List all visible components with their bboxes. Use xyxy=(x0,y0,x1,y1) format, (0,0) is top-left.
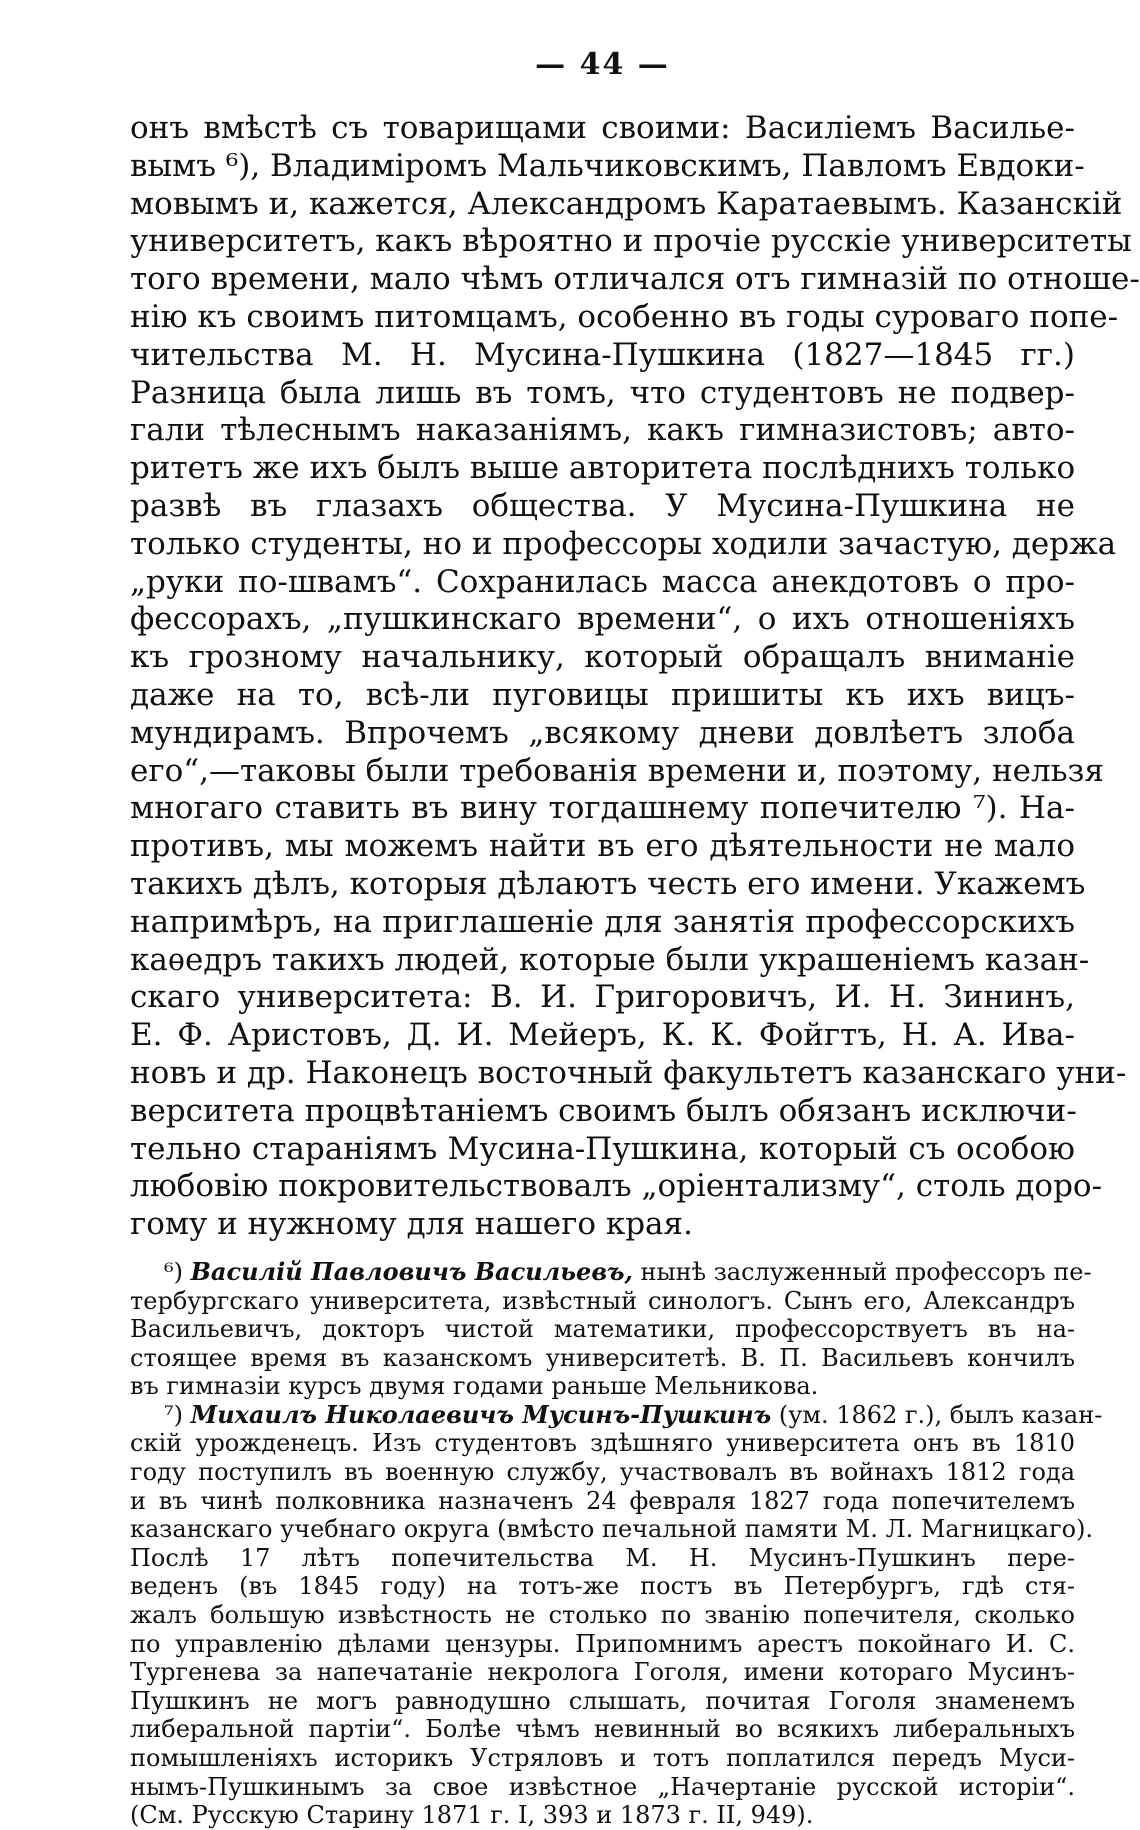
footnote-line xyxy=(130,1399,1103,1430)
text-line: мундирамъ. Впрочемъ „всякому дневи довлѣетъ злоба xyxy=(130,714,1075,751)
text-line: скаго университета: В. И. Григоровичъ, И. Н. Зининъ, xyxy=(130,979,1075,1016)
footnote-line: и въ чинѣ полковника назначенъ 24 февраля 1827 года попечителемъ xyxy=(130,1486,1075,1515)
text-line: каѳедръ такихъ людей, которые были украшеніемъ казан- xyxy=(130,941,1090,978)
main-text xyxy=(130,110,1140,1244)
text-line: верситета процвѣтаніемъ своимъ былъ обязанъ исключи- xyxy=(130,1092,1077,1129)
footnote-line: помышленіяхъ историкъ Устряловъ и тотъ поплатился передъ Муси- xyxy=(130,1744,1075,1772)
footnote-line: Тургенева за напечатаніе некролога Гоголя, имени котораго Мусинъ- xyxy=(130,1658,1075,1687)
text-line: Разница была лишь въ томъ, что студентовъ не подвер- xyxy=(130,374,1075,411)
text-line: вымъ ⁶), Владиміромъ Мальчиковскимъ, Павломъ Евдоки- xyxy=(130,147,1085,184)
text-line: развѣ въ глазахъ общества. У Мусина-Пушкина не xyxy=(130,487,1075,524)
footnote-line: веденъ (въ 1845 году) на тотъ-же постъ въ Петербургъ, гдѣ стя- xyxy=(130,1572,1075,1601)
text-line: онъ вмѣстѣ съ товарищами своими: Василіемъ Василье- xyxy=(130,110,1075,146)
footnotes xyxy=(130,1256,1103,1830)
text-line: „руки по-швамъ“. Сохранилась масса анекдотовъ о про- xyxy=(130,563,1075,600)
text-line: Е. Ф. Аристовъ, Д. И. Мейеръ, К. К. Фойгтъ, Н. А. Ива- xyxy=(130,1017,1075,1054)
footnote-line: году поступилъ въ военную службу, участвовалъ въ войнахъ 1812 года xyxy=(130,1458,1075,1487)
footnote-line: нымъ-Пушкинымъ за свое извѣстное „Начертаніе русской исторіи“. xyxy=(130,1772,1075,1801)
text-line: къ грозному начальнику, который обращалъ вниманіе xyxy=(130,639,1075,676)
text-line: только студенты, но и профессоры ходили зачастую, держа xyxy=(130,525,1117,562)
text-line: ритетъ же ихъ былъ выше авторитета послѣднихъ только xyxy=(130,450,1076,487)
text-line: даже на то, всѣ-ли пуговицы пришиты къ ихъ вицъ- xyxy=(130,676,1075,713)
text-line: того времени, мало чѣмъ отличался отъ гимназій по отноше- xyxy=(130,261,1140,298)
footnote-marker: ⁷) xyxy=(164,1400,191,1429)
text-line: многаго ставить въ вину тогдашнему попечителю ⁷). На- xyxy=(130,790,1075,827)
text-line: университетъ, какъ вѣроятно и прочіе русскіе университеты xyxy=(130,223,1132,260)
footnote-line: (См. Русскую Старину 1871 г. I, 393 и 1873 г. II, 949). xyxy=(130,1801,814,1830)
text-line: противъ, мы можемъ найти въ его дѣятельности не мало xyxy=(130,828,1075,865)
text-line: мовымъ и, кажется, Александромъ Каратаевымъ. Казанскій xyxy=(130,185,1123,222)
footnote-line: по управленію дѣлами цензуры. Припомнимъ арестъ покойнаго И. С. xyxy=(130,1629,1075,1658)
text-line: такихъ дѣлъ, которыя дѣлаютъ честь его имени. Укажемъ xyxy=(130,865,1086,902)
footnote-line: либеральной партіи“. Болѣе чѣмъ невинный во всякихъ либеральныхъ xyxy=(130,1715,1075,1744)
text-line: гому и нужному для нашего края. xyxy=(130,1206,693,1243)
text-line: чительства М. Н. Мусина-Пушкина (1827—1845 гг.) xyxy=(130,336,1075,373)
text-line: нію къ своимъ питомцамъ, особенно въ годы суроваго попе- xyxy=(130,298,1119,335)
footnote-text: (ум. 1862 г.), былъ казан- xyxy=(771,1400,1103,1429)
text-line: любовію покровительствовалъ „оріентализму“, столь доро- xyxy=(130,1168,1103,1205)
footnote-line: въ гимназіи курсъ двумя годами раньше Мельникова. xyxy=(130,1372,819,1401)
footnote-line: скій урожденецъ. Изъ студентовъ здѣшняго университета онъ въ 1810 xyxy=(130,1429,1075,1458)
page xyxy=(130,40,1140,1830)
footnote-line: тербургскаго университета, извѣстный синологъ. Сынъ его, Александръ xyxy=(130,1286,1075,1315)
text-line: фессорахъ, „пушкинскаго времени“, о ихъ отношеніяхъ xyxy=(130,601,1075,638)
footnote-line: Васильевичъ, докторъ чистой математики, профессорствуетъ въ на- xyxy=(130,1315,1075,1344)
footnote-line: казанскаго учебнаго округа (вмѣсто печальной памяти М. Л. Магницкаго). xyxy=(130,1515,1094,1544)
text-line: его“,—таковы были требованія времени и, поэтому, нельзя xyxy=(130,752,1104,789)
footnote-line: Послѣ 17 лѣтъ попечительства М. Н. Мусинъ-Пушкинъ пере- xyxy=(130,1543,1075,1572)
footnote-line: Пушкинъ не могъ равнодушно слышать, почитая Гоголя знаменемъ xyxy=(130,1686,1075,1715)
text-line: гали тѣлеснымъ наказаніямъ, какъ гимназистовъ; авто- xyxy=(130,412,1075,449)
footnote-7 xyxy=(130,1399,1103,1830)
footnote-person-name: Михаилъ Николаевичъ Мусинъ-Пушкинъ xyxy=(190,1399,772,1429)
text-line: напримѣръ, на приглашеніе для занятія профессорскихъ xyxy=(130,903,1075,940)
footnote-line: стоящее время въ казанскомъ университетѣ. В. П. Васильевъ кончилъ xyxy=(130,1343,1075,1372)
footnote-line xyxy=(130,1256,1092,1287)
text-line: тельно стараніямъ Мусина-Пушкина, который съ особою xyxy=(130,1130,1075,1167)
text-line: новъ и др. Наконецъ восточный факультетъ казанскаго уни- xyxy=(130,1054,1127,1091)
footnote-person-name: Василій Павловичъ Васильевъ, xyxy=(190,1256,633,1286)
page-number: — 44 — xyxy=(535,47,670,82)
footnote-line: жалъ большую извѣстность не столько по званію попечителя, сколько xyxy=(130,1601,1075,1630)
footnote-text: нынѣ заслуженный профессоръ пе- xyxy=(632,1257,1092,1286)
footnote-6 xyxy=(130,1256,1092,1401)
footnote-marker: ⁶) xyxy=(164,1257,191,1286)
